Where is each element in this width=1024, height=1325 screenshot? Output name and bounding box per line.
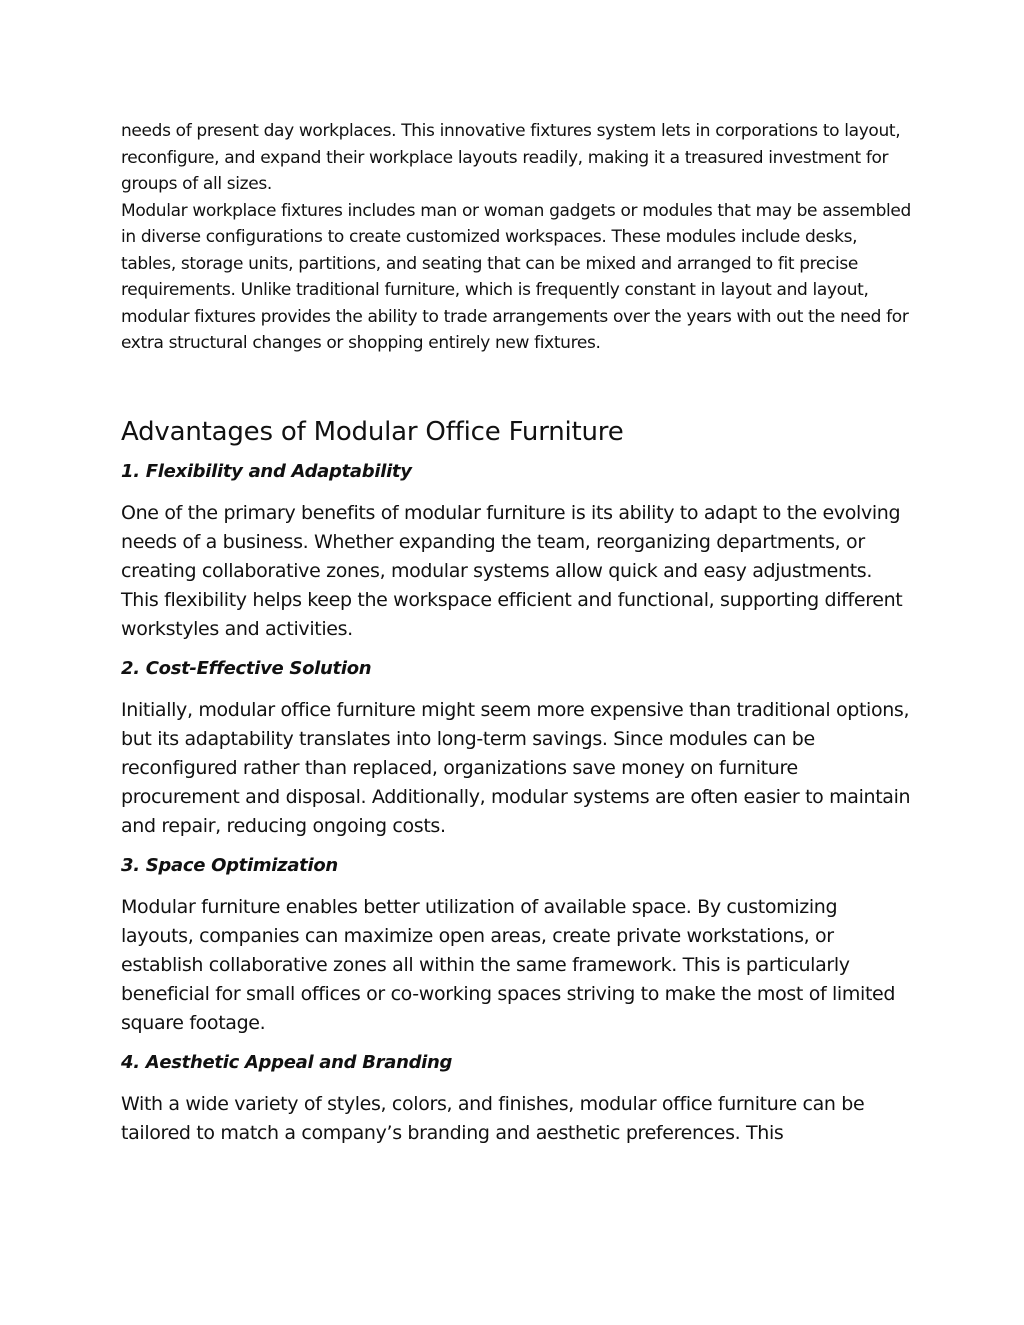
sub-heading-flexibility: 1. Flexibility and Adaptability <box>121 460 412 482</box>
document-page <box>121 118 911 1148</box>
section-title: Advantages of Modular Office Furniture <box>121 416 624 447</box>
body-aesthetic-appeal: With a wide variety of styles, colors, and finishes, modular office furniture can be tailored to match a company’s branding and aesthetic preferences. This <box>121 1092 865 1144</box>
intro-paragraph-2: Modular workplace fixtures includes man or woman gadgets or modules that may be assembled in diverse configurations to create customized workspaces. These modules include desks, tables, storage units, partitions, and seating that can be mixed and arranged to fit precise requirements. Unlike traditional furniture, which is frequently constant in layout and layout, modular fixtures provides the ability to trade arrangements over the years with out the need for extra structural changes or shopping entirely new fixtures. <box>121 200 911 353</box>
body-space-optimization: Modular furniture enables better utilization of available space. By customizing layouts, companies can maximize open areas, create private workstations, or establish collaborative zones all within the same framework. This is particularly beneficial for small offices or co-working spaces striving to make the most of limited square footage. <box>121 895 896 1034</box>
sub-heading-space-optimization: 3. Space Optimization <box>121 854 338 876</box>
sub-heading-aesthetic-appeal: 4. Aesthetic Appeal and Branding <box>121 1051 453 1073</box>
sub-heading-cost-effective: 2. Cost-Effective Solution <box>121 657 372 679</box>
intro-paragraph-1: needs of present day workplaces. This innovative fixtures system lets in corporations to layout, reconfigure, and expand their workplace layouts readily, making it a treasured investment for groups of all sizes. <box>121 121 901 194</box>
body-cost-effective: Initially, modular office furniture might seem more expensive than traditional options, but its adaptability translates into long-term savings. Since modules can be reconfigured rather than replaced, organizations save money on furniture procurement and disposal. Additionally, modular systems are often easier to maintain and repair, reducing ongoing costs. <box>121 698 911 837</box>
intro-block <box>121 118 911 357</box>
body-flexibility: One of the primary benefits of modular furniture is its ability to adapt to the evolving needs of a business. Whether expanding the team, reorganizing departments, or creating collaborative zones, modular systems allow quick and easy adjustments. This flexibility helps keep the workspace efficient and functional, supporting different workstyles and activities. <box>121 501 903 640</box>
